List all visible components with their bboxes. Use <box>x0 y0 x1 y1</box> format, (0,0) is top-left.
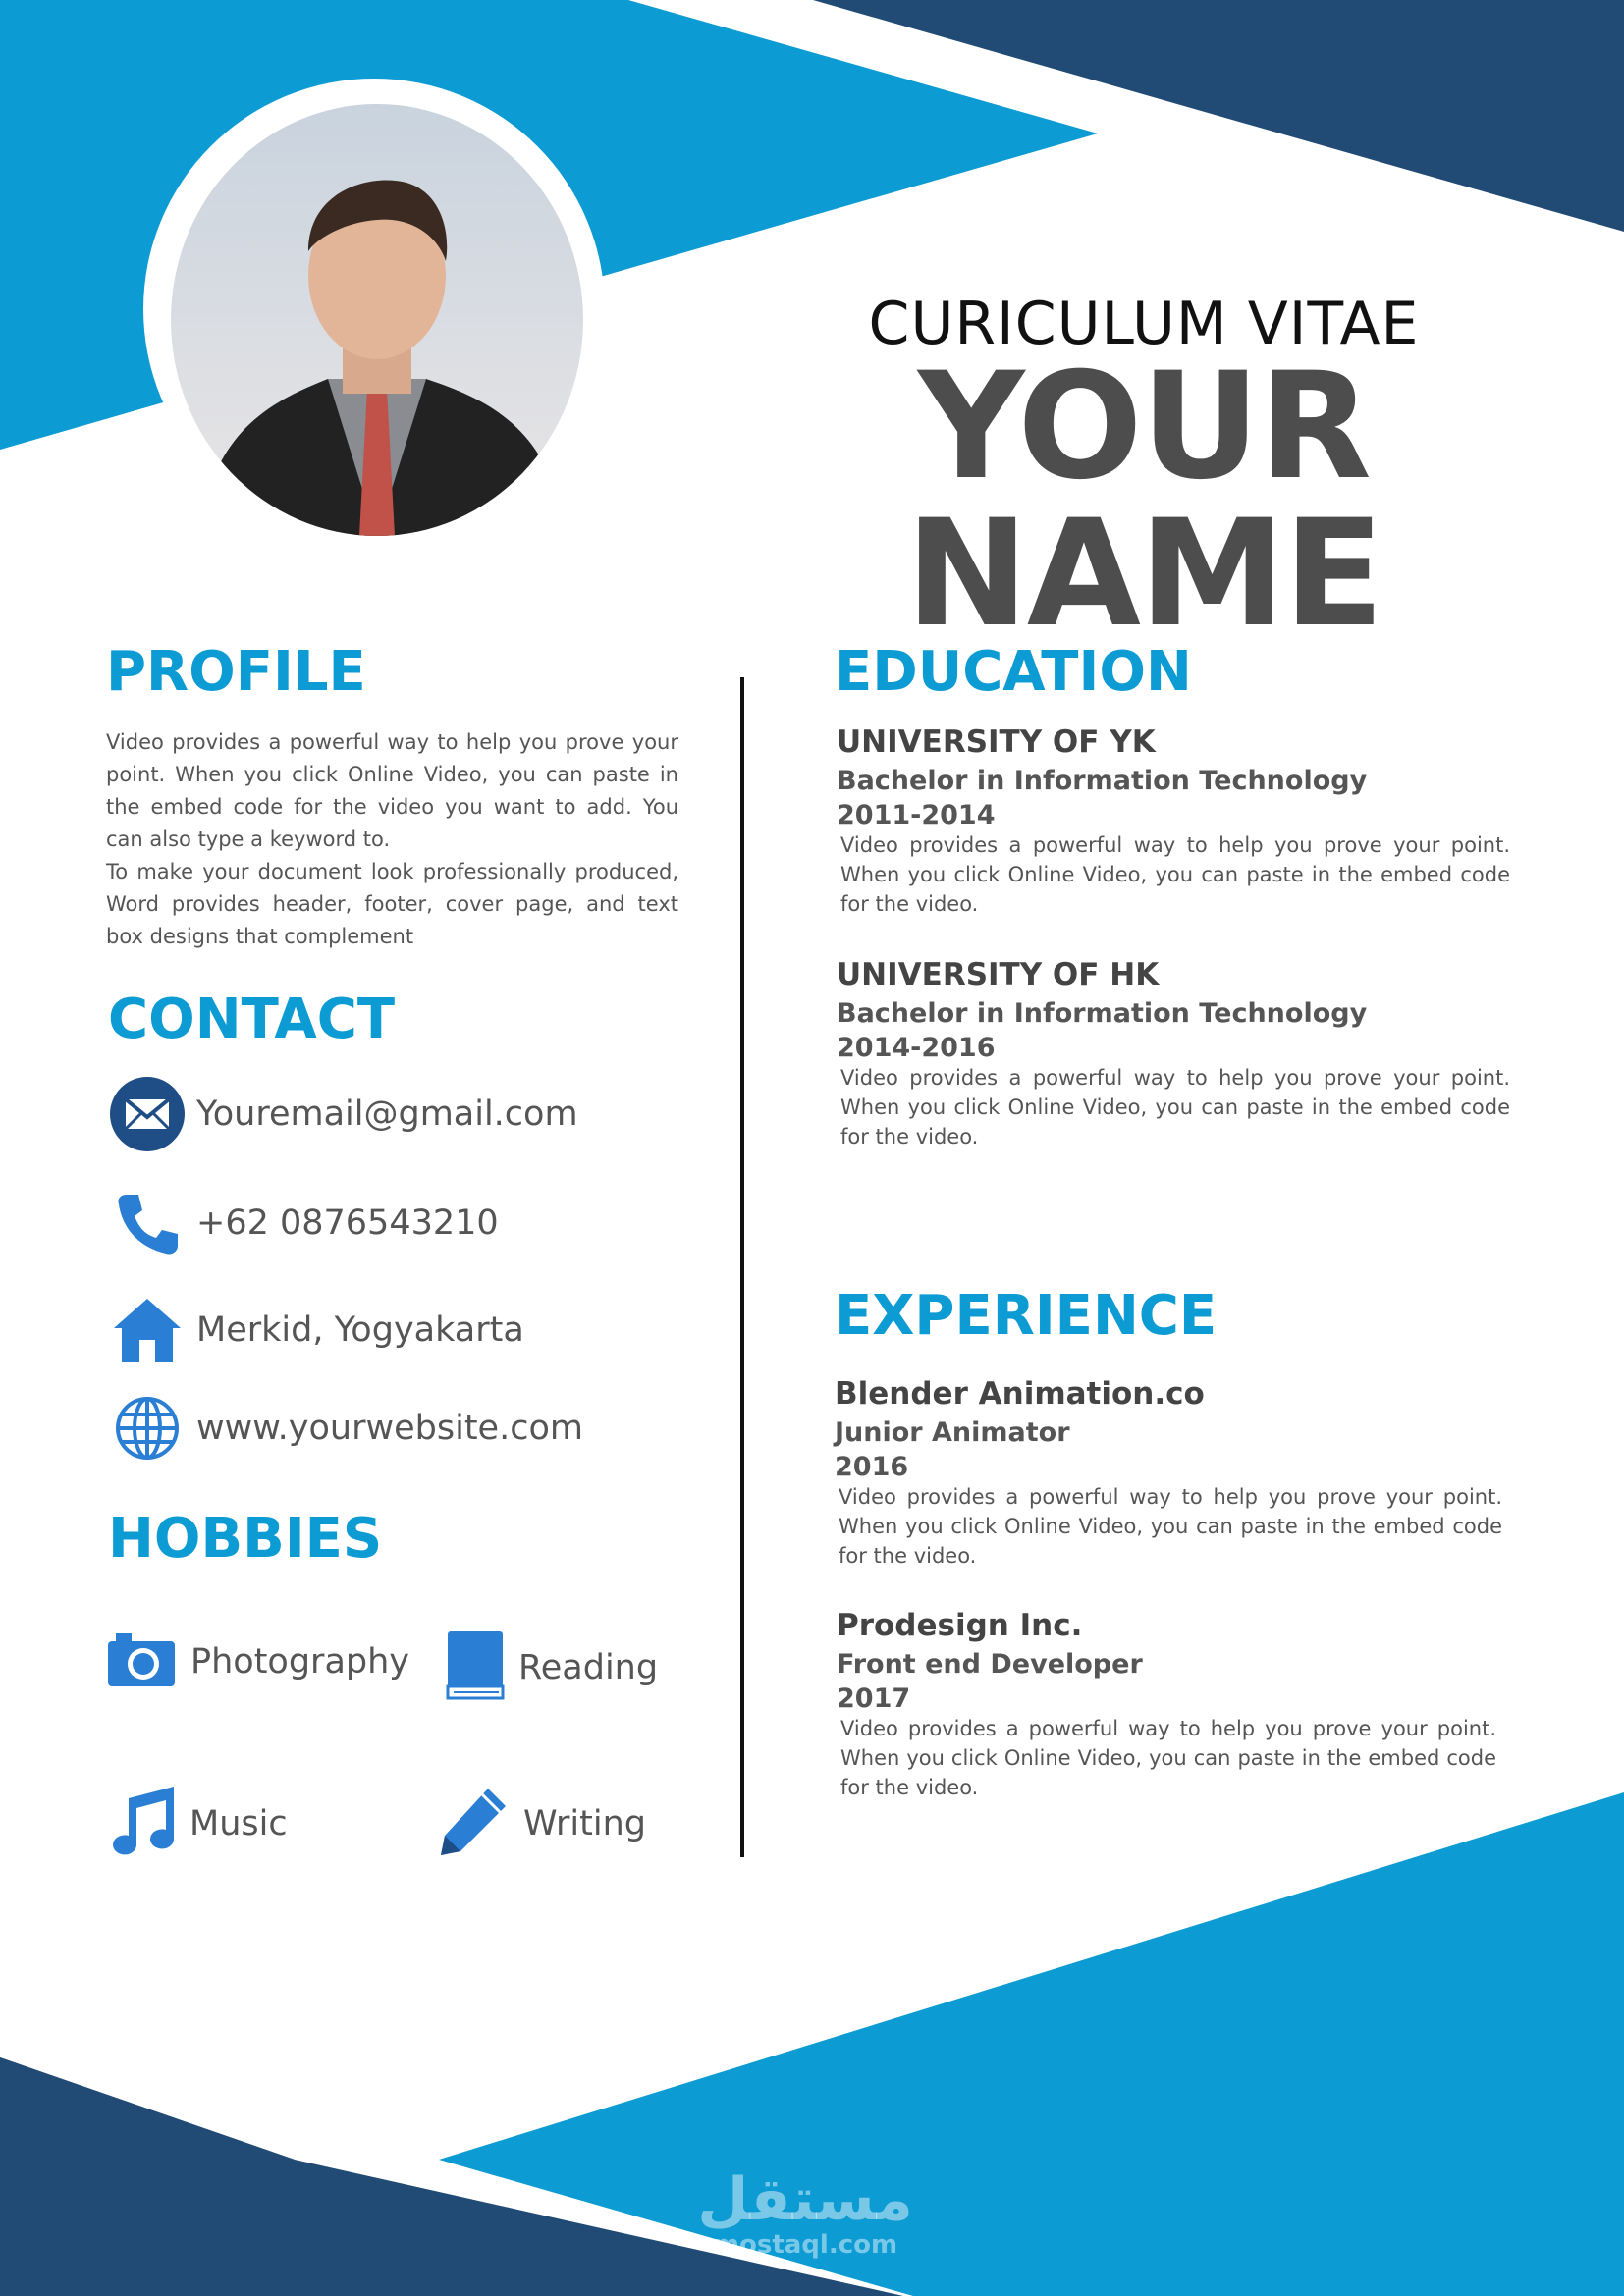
education-entry-1 <box>837 724 1510 919</box>
hobby-music <box>103 1785 288 1862</box>
watermark-latin: mostaql.com <box>712 2230 898 2260</box>
education-degree: Bachelor in Information Technology <box>837 998 1368 1029</box>
hobby-label: Music <box>189 1803 288 1843</box>
contact-heading: CONTACT <box>108 988 396 1051</box>
name-title: YOUR NAME <box>905 342 1382 660</box>
contact-email-label: Youremail@gmail.com <box>196 1095 578 1134</box>
education-degree: Bachelor in Information Technology <box>837 766 1368 796</box>
hobby-reading <box>444 1629 658 1705</box>
profile-heading: PROFILE <box>106 640 366 704</box>
hobby-writing <box>437 1785 646 1862</box>
hobby-label: Photography <box>190 1641 410 1682</box>
profile-text <box>106 726 678 953</box>
contact-website[interactable] <box>108 1389 583 1468</box>
bottom-right-triangle <box>439 1792 1624 2296</box>
contact-address-label: Merkid, Yogyakarta <box>196 1310 524 1350</box>
home-icon <box>108 1291 187 1369</box>
hobby-photography <box>106 1629 409 1693</box>
phone-icon <box>108 1184 187 1262</box>
education-description: Video provides a powerful way to help you prove your point. When you click Online Video, you can paste in the embed code for the video. <box>840 833 1510 916</box>
experience-heading: EXPERIENCE <box>835 1284 1218 1348</box>
experience-company: Prodesign Inc. <box>837 1608 1083 1643</box>
globe-icon <box>108 1389 187 1468</box>
education-years: 2011-2014 <box>837 800 996 830</box>
contact-phone[interactable] <box>108 1184 499 1262</box>
book-icon <box>444 1629 505 1705</box>
experience-role: Front end Developer <box>837 1649 1143 1680</box>
column-divider <box>740 677 744 1857</box>
music-note-icon <box>103 1785 176 1862</box>
envelope-icon <box>108 1075 187 1153</box>
hobby-label: Writing <box>523 1803 646 1843</box>
contact-website-label: www.yourwebsite.com <box>196 1409 583 1448</box>
experience-entry-1 <box>835 1376 1502 1571</box>
education-school: UNIVERSITY OF HK <box>837 957 1160 992</box>
contact-address[interactable] <box>108 1291 524 1369</box>
education-years: 2014-2016 <box>837 1033 996 1063</box>
contact-phone-label: +62 0876543210 <box>196 1203 499 1243</box>
experience-entry-2 <box>837 1608 1496 1802</box>
experience-year: 2016 <box>835 1452 909 1482</box>
experience-description: Video provides a powerful way to help you prove your point. When you click Online Video, you can paste in the embed code for the video. <box>839 1485 1502 1568</box>
education-school: UNIVERSITY OF YK <box>837 724 1156 760</box>
camera-icon <box>106 1629 177 1693</box>
experience-company: Blender Animation.co <box>835 1376 1205 1412</box>
education-heading: EDUCATION <box>835 640 1192 704</box>
experience-role: Junior Animator <box>835 1417 1070 1448</box>
cv-label: CURICULUM VITAE <box>868 290 1420 358</box>
hobby-label: Reading <box>518 1647 659 1687</box>
education-entry-2 <box>837 957 1510 1151</box>
profile-paragraph-1: Video provides a powerful way to help you prove your point. When you click Online Video, you can paste in the embed code for the video you want to add. You can also type a keyword to. <box>106 730 678 851</box>
profile-paragraph-2: To make your document look professionally produced, Word provides header, footer, cover page, and text box designs that complement <box>106 860 678 948</box>
contact-email[interactable] <box>108 1075 578 1153</box>
experience-description: Video provides a powerful way to help you prove your point. When you click Online Video, you can paste in the embed code for the video. <box>840 1717 1496 1799</box>
profile-photo <box>171 104 583 536</box>
hobbies-heading: HOBBIES <box>108 1507 383 1571</box>
watermark-arabic: مستقل <box>697 2165 913 2234</box>
watermark <box>687 2165 923 2260</box>
pencil-icon <box>437 1785 510 1862</box>
education-description: Video provides a powerful way to help you prove your point. When you click Online Video, you can paste in the embed code for the video. <box>840 1066 1510 1148</box>
experience-year: 2017 <box>837 1683 911 1714</box>
